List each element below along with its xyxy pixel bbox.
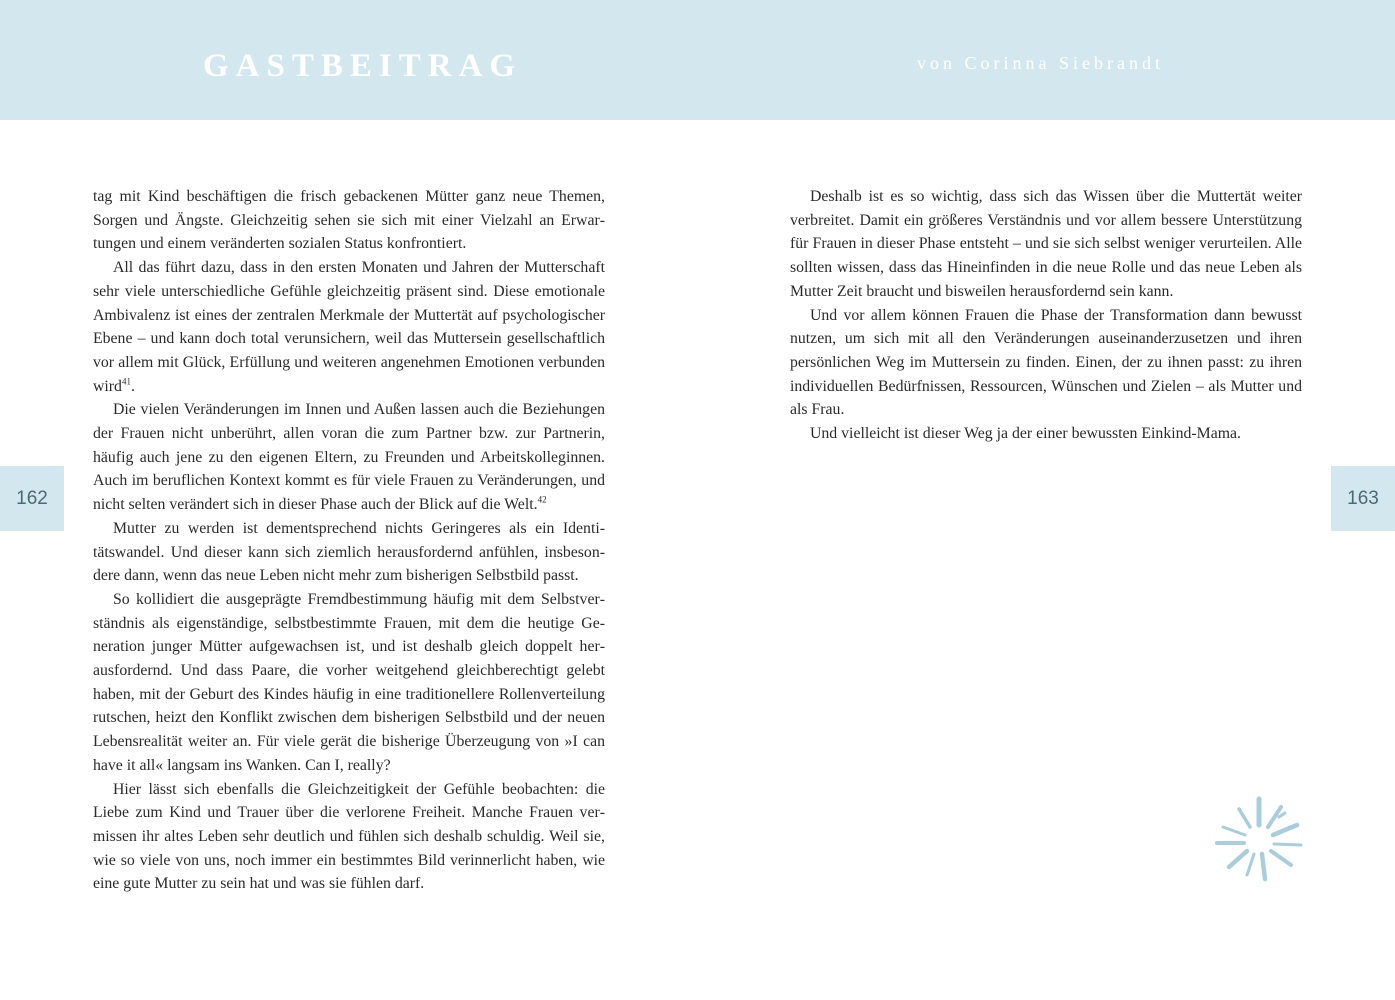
paragraph: Deshalb ist es so wichtig, dass sich das Wissen über die Muttertät weiter verbreitet. Damit ein größeres Verständnis und vor allem bessere Unterstützung für Frauen in dieser Phase entsteht – und sie sich selbst weniger verurteilen. Alle sollten wissen, dass das Hineinfinden in die neue Rolle und das neue Leben als Mutter Zeit braucht und bisweilen herausfordernd sein kann. [790,188,1302,300]
paragraph: So kollidiert die ausgeprägte Fremdbestimmung häufig mit dem Selbstverständnis als eigenständige, selbstbestimmte Frauen, mit dem die heutige Generation junger Mütter aufgewachsen ist, und ist deshalb gleich doppelt herausfordernd. Und dass Paare, die vorher weitgehend gleichberechtigt gelebt haben, mit der Geburt des Kindes häufig in eine traditionellere Rollenverteilung rutschen, heizt den Konflikt zwischen dem bisherigen Selbstbild und der neuen Lebensrealität weiter an. Für viele gerät die bisherige Überzeugung von »I can have it all« langsam ins Wanken. Can I, really? [93,590,605,774]
paragraph: tag mit Kind beschäftigen die frisch gebackenen Mütter ganz neue Themen, Sorgen und Ängste. Gleichzeitig sehen sie sich mit einer Vielzahl an Erwartungen und einem veränderten sozialen Status konfrontiert. [93,188,605,253]
right-column [790,185,1302,446]
footnote-marker: 42 [537,494,547,505]
left-column [93,185,605,896]
page-number-right: 163 [1331,466,1395,531]
paragraph-text: Die vielen Veränderungen im Innen und Außen lassen auch die Beziehungen der Frauen nicht unberührt, allen voran die zum Partner bzw. zur Partnerin, häufig auch jene zu den eigenen Eltern, zu Freunden und Arbeitskolleginnen. Auch im beruflichen Kontext kommt es für viele Frauen zu Veränderungen, und nicht selten verändert sich in dieser Phase auch der Blick auf die Welt. [93,401,605,514]
paragraph-text: All das führt dazu, dass in den ersten Monaten und Jahren der Mutterschaft sehr viele unterschiedliche Gefühle gleichzeitig präsent sind. Diese emotionale Ambivalenz ist eines der zentralen Merkmale der Muttertät auf psychologischer Ebene – und kann doch total verunsichern, weil das Muttersein gesellschaftlich vor allem mit Glück, Erfüllung und weiteren angenehmen Emotionen verbunden wird [93,259,605,395]
paragraph: Mutter zu werden ist dementsprechend nichts Geringeres als ein Identitätswandel. Und dieser kann sich ziemlich herausfordernd anfühlen, insbesondere dann, wenn das neue Leben nicht mehr zum bisherigen Selbstbild passt. [93,519,605,585]
section-title: GASTBEITRAG [203,48,523,84]
paragraph [93,398,605,517]
paragraph: Hier lässt sich ebenfalls die Gleichzeitigkeit der Gefühle beobachten: die Liebe zum Kind und Trauer über die verlorene Freiheit. Manche Frauen vermissen ihr altes Leben sehr deutlich und fühlen sich deshalb schuldig. Weil sie, wie so viele von uns, noch immer ein bestimmtes Bild verinnerlicht haben, wie eine gute Mutter zu sein hat und was sie fühlen darf. [93,780,605,893]
paragraph: All das führt dazu, dass in den ersten Monaten und Jahren der Mutterschaft sehr viele unterschiedliche Gefühle gleichzeitig präsent sind. Diese emotionale Ambivalenz ist eines der zentralen Merkmale der Muttertät auf psychologischer Ebene – und kann doch total verunsichern, weil das Muttersein gesellschaftlich vor allem mit Glück, Erfüllung und weiteren angenehmen Emotionen verbunden wird$^{41}$. [93,259,605,395]
footnote-marker: 41 [121,376,131,387]
sparkle-burst-icon [1213,795,1305,883]
paragraph: Und vor allem können Frauen die Phase der Transformation dann bewusst nutzen, um sich mit all den Veränderungen auseinanderzusetzen und ihren persönlichen Weg im Muttersein zu finden. Einen, der zu ihnen passt: zu ihren individuellen Bedürfnissen, Ressourcen, Wünschen und Zielen – als Mutter und als Frau. [790,306,1302,419]
page-number-left: 162 [0,466,64,531]
paragraph: Und vielleicht ist dieser Weg ja der einer bewussten Einkind-Mama. [810,425,1241,443]
author-line: von Corinna Siebrandt [917,53,1164,73]
